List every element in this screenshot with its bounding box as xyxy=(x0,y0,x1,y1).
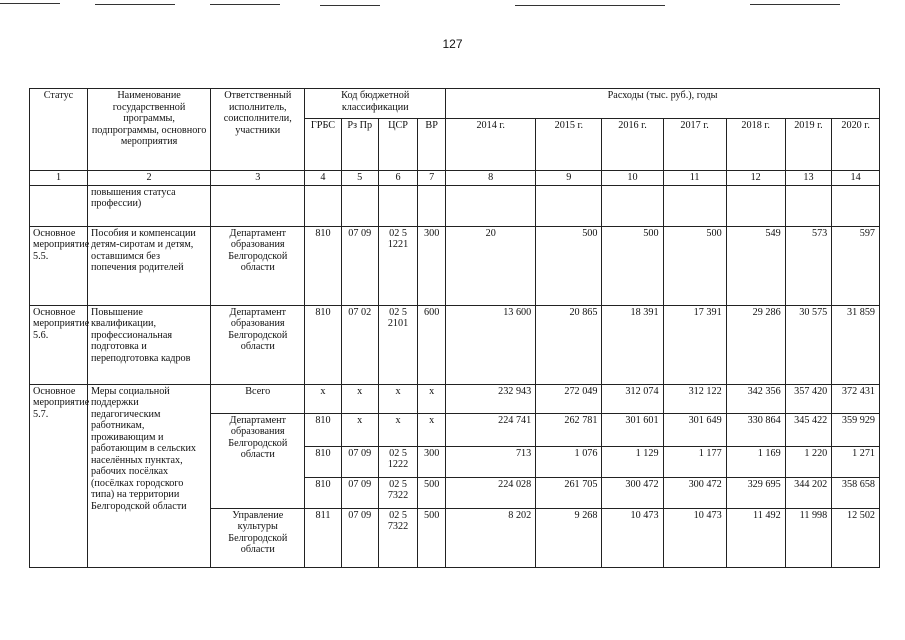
rzpr-cell: 07 09 xyxy=(341,477,378,508)
header-name: Наименование государственной программы, подпрограммы, основного мероприятия xyxy=(87,89,210,171)
value-2015: 20 865 xyxy=(536,305,602,384)
rzpr-cell: x xyxy=(341,384,378,413)
csr-cell: 02 5 1221 xyxy=(378,226,417,305)
value-2015: 500 xyxy=(536,226,602,305)
grbs-cell: 810 xyxy=(305,413,341,446)
header-year: 2015 г. xyxy=(536,119,602,171)
value-2019: 11 998 xyxy=(785,508,832,567)
value-2015: 1 076 xyxy=(536,446,602,477)
csr-cell: x xyxy=(378,413,417,446)
value-2014: 232 943 xyxy=(446,384,536,413)
value-2016: 300 472 xyxy=(602,477,663,508)
header-year: 2020 г. xyxy=(832,119,880,171)
grbs-cell: x xyxy=(305,384,341,413)
header-year: 2014 г. xyxy=(446,119,536,171)
column-number: 9 xyxy=(536,171,602,186)
header-vr: ВР xyxy=(418,119,446,171)
value-2016: 18 391 xyxy=(602,305,663,384)
rzpr-cell: x xyxy=(341,413,378,446)
value-2014: 20 xyxy=(446,226,536,305)
value-2015: 9 268 xyxy=(536,508,602,567)
value-2015: 261 705 xyxy=(536,477,602,508)
value-2014: 13 600 xyxy=(446,305,536,384)
column-number: 1 xyxy=(30,171,88,186)
table-row-measure-5-6 xyxy=(30,305,880,384)
rzpr-cell: 07 09 xyxy=(341,508,378,567)
header-grbs: ГРБС xyxy=(305,119,341,171)
table-cell xyxy=(832,185,880,226)
header-year: 2016 г. xyxy=(602,119,663,171)
value-2020: 372 431 xyxy=(832,384,880,413)
value-2015: 272 049 xyxy=(536,384,602,413)
column-number: 8 xyxy=(446,171,536,186)
value-2014: 8 202 xyxy=(446,508,536,567)
table-cell xyxy=(726,185,785,226)
table-cell xyxy=(211,185,305,226)
value-2017: 1 177 xyxy=(663,446,726,477)
value-2016: 312 074 xyxy=(602,384,663,413)
table-cell xyxy=(30,185,88,226)
header-status: Статус xyxy=(30,89,88,171)
column-number: 6 xyxy=(378,171,417,186)
header-row-1 xyxy=(30,89,880,119)
column-number: 4 xyxy=(305,171,341,186)
table-cell xyxy=(418,185,446,226)
value-2017: 301 649 xyxy=(663,413,726,446)
status-cell: Основное мероприятие 5.6. xyxy=(30,305,88,384)
grbs-cell: 810 xyxy=(305,305,341,384)
table-cell xyxy=(663,185,726,226)
value-2015: 262 781 xyxy=(536,413,602,446)
header-rzpr: Рз Пр xyxy=(341,119,378,171)
rzpr-cell: 07 09 xyxy=(341,446,378,477)
value-2016: 10 473 xyxy=(602,508,663,567)
value-2017: 500 xyxy=(663,226,726,305)
value-2016: 1 129 xyxy=(602,446,663,477)
value-2018: 329 695 xyxy=(726,477,785,508)
value-2018: 549 xyxy=(726,226,785,305)
header-budget-code: Код бюджетной классификации xyxy=(305,89,446,119)
table-cell xyxy=(602,185,663,226)
value-2019: 1 220 xyxy=(785,446,832,477)
value-2020: 358 658 xyxy=(832,477,880,508)
value-2020: 31 859 xyxy=(832,305,880,384)
vr-cell: x xyxy=(418,384,446,413)
header-csr: ЦСР xyxy=(378,119,417,171)
value-2017: 17 391 xyxy=(663,305,726,384)
column-number: 5 xyxy=(341,171,378,186)
csr-cell: 02 5 7322 xyxy=(378,508,417,567)
column-number: 10 xyxy=(602,171,663,186)
budget-table xyxy=(29,88,880,568)
value-2016: 500 xyxy=(602,226,663,305)
executor-cell: Департамент образования Белгородской области xyxy=(211,305,305,384)
value-2018: 342 356 xyxy=(726,384,785,413)
csr-cell: 02 5 7322 xyxy=(378,477,417,508)
header-executor: Ответственный исполнитель, соисполнители, участники xyxy=(211,89,305,171)
value-2017: 300 472 xyxy=(663,477,726,508)
value-2019: 344 202 xyxy=(785,477,832,508)
executor-total-cell: Всего xyxy=(211,384,305,413)
value-2018: 11 492 xyxy=(726,508,785,567)
table-cell xyxy=(378,185,417,226)
executor-cell: Департамент образования Белгородской области xyxy=(211,226,305,305)
value-2014: 224 028 xyxy=(446,477,536,508)
vr-cell: 300 xyxy=(418,226,446,305)
column-number: 2 xyxy=(87,171,210,186)
executor-cell: Департамент образования Белгородской области xyxy=(211,413,305,508)
value-2016: 301 601 xyxy=(602,413,663,446)
value-2020: 597 xyxy=(832,226,880,305)
value-2014: 713 xyxy=(446,446,536,477)
scan-artifact-line xyxy=(95,4,175,5)
page-number: 127 xyxy=(442,37,463,51)
table-cell xyxy=(305,185,341,226)
table-cell xyxy=(785,185,832,226)
value-2020: 1 271 xyxy=(832,446,880,477)
rzpr-cell: 07 09 xyxy=(341,226,378,305)
vr-cell: 500 xyxy=(418,508,446,567)
value-2020: 359 929 xyxy=(832,413,880,446)
value-2019: 357 420 xyxy=(785,384,832,413)
measure-name: Пособия и компенсации детям-сиротам и детям, оставшимся без попечения родителей xyxy=(87,226,210,305)
column-number-row xyxy=(30,171,880,186)
rzpr-cell: 07 02 xyxy=(341,305,378,384)
value-2020: 12 502 xyxy=(832,508,880,567)
scan-artifact-line xyxy=(320,5,380,6)
scan-artifact-line xyxy=(515,5,665,6)
vr-cell: x xyxy=(418,413,446,446)
header-year: 2019 г. xyxy=(785,119,832,171)
csr-cell: x xyxy=(378,384,417,413)
measure-name: Меры социальной поддержки педагогическим работникам, проживающим и работающим в сельских населённых пунктах, рабочих посёлках (посёлках городского типа) на территории Белгородской области xyxy=(87,384,210,567)
scan-artifact-line xyxy=(0,3,60,4)
header-expenses: Расходы (тыс. руб.), годы xyxy=(446,89,880,119)
header-year: 2017 г. xyxy=(663,119,726,171)
table-row-continuation xyxy=(30,185,880,226)
column-number: 13 xyxy=(785,171,832,186)
value-2019: 573 xyxy=(785,226,832,305)
value-2018: 1 169 xyxy=(726,446,785,477)
table-cell xyxy=(341,185,378,226)
grbs-cell: 810 xyxy=(305,477,341,508)
vr-cell: 600 xyxy=(418,305,446,384)
table-cell xyxy=(446,185,536,226)
column-number: 7 xyxy=(418,171,446,186)
scan-artifact-line xyxy=(750,4,840,5)
executor-cell: Управление культуры Белгородской области xyxy=(211,508,305,567)
column-number: 14 xyxy=(832,171,880,186)
value-2017: 10 473 xyxy=(663,508,726,567)
value-2019: 345 422 xyxy=(785,413,832,446)
measure-name: Повышение квалификации, профессиональная подготовка и переподготовка кадров xyxy=(87,305,210,384)
column-number: 3 xyxy=(211,171,305,186)
vr-cell: 300 xyxy=(418,446,446,477)
value-2019: 30 575 xyxy=(785,305,832,384)
value-2018: 29 286 xyxy=(726,305,785,384)
value-2014: 224 741 xyxy=(446,413,536,446)
column-number: 12 xyxy=(726,171,785,186)
csr-cell: 02 5 2101 xyxy=(378,305,417,384)
vr-cell: 500 xyxy=(418,477,446,508)
table-row-measure-5-7-total xyxy=(30,384,880,413)
status-cell: Основное мероприятие 5.5. xyxy=(30,226,88,305)
grbs-cell: 810 xyxy=(305,226,341,305)
value-2018: 330 864 xyxy=(726,413,785,446)
continuation-name: повышения статуса профессии) xyxy=(87,185,210,226)
csr-cell: 02 5 1222 xyxy=(378,446,417,477)
header-year: 2018 г. xyxy=(726,119,785,171)
column-number: 11 xyxy=(663,171,726,186)
grbs-cell: 810 xyxy=(305,446,341,477)
status-cell: Основное мероприятие 5.7. xyxy=(30,384,88,567)
grbs-cell: 811 xyxy=(305,508,341,567)
table-row-measure-5-5 xyxy=(30,226,880,305)
scan-artifact-line xyxy=(210,4,280,5)
value-2017: 312 122 xyxy=(663,384,726,413)
table-cell xyxy=(536,185,602,226)
